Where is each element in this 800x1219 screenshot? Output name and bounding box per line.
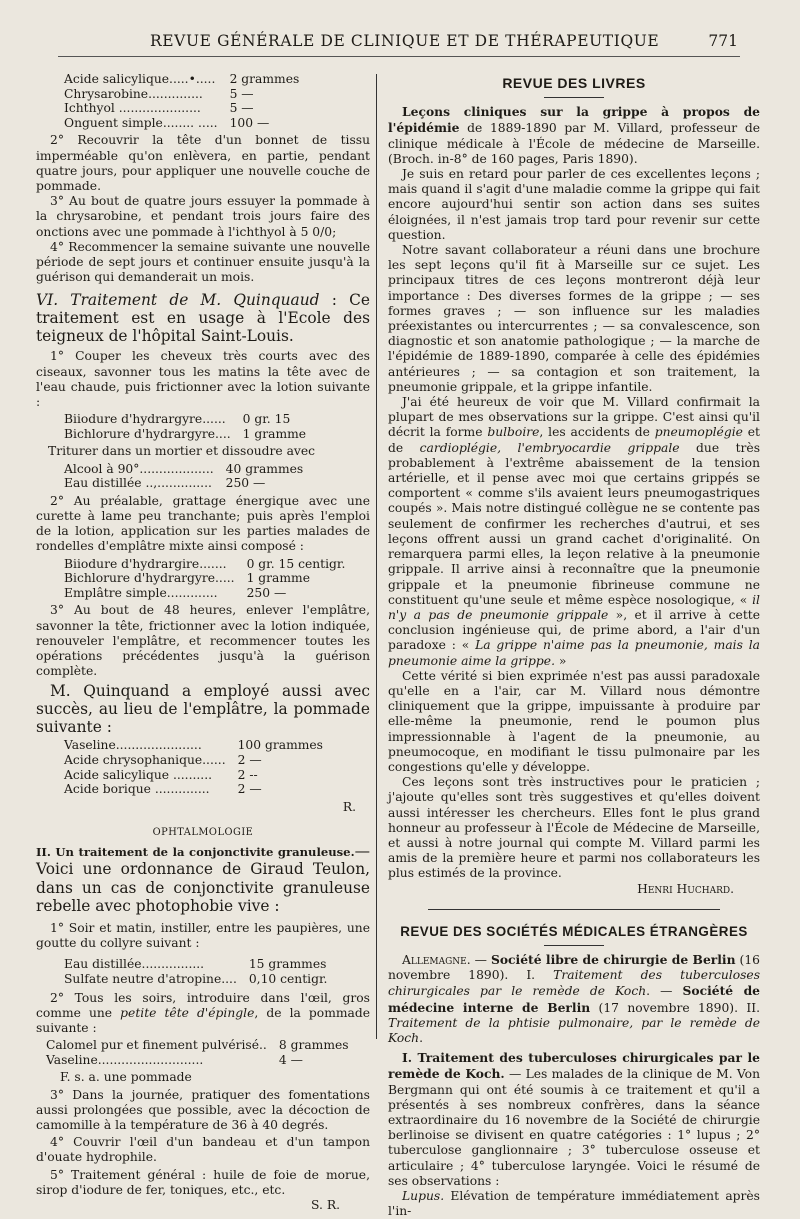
prescription-row [64,101,299,116]
ingredient-quantity: 8 grammes [278,1038,349,1053]
prescription-table [64,957,327,986]
prescription-row [64,957,327,972]
text-run-italic: bulboire [487,425,540,440]
page-number: 771 [708,32,738,50]
prescription-table [46,1038,349,1067]
section-ii-intro: —Voici une ordonnance de Giraud Teulon, dans un cas de conjonctivite granuleuse rebelle avec photophobie vive : [36,842,370,915]
section-vi-title: VI. Traitement de M. Quinquaud [36,291,320,310]
ingredient-quantity: 0,10 centigr. [248,972,328,986]
societes-intro [388,952,760,1046]
author-initial: R. [342,799,356,814]
paragraph: Notre savant collaborateur a réuni dans une brochure les sept leçons qu'il fit à Marseille sur ce sujet. Les principaux titres de ces leçons montreront déjà leur importance : Des diverses formes de la grippe ; — ses formes graves ; — son influence sur les maladies préexistantes ou intercurrentes ; — sa convalescence, son diagnostic et son anatomie pathologique ; — la marche de l'épidémie de 1889-1890, comparée à celle des épidémies antérieures ; — sa contagion et son traitement, la pneumonie grippale, et la grippe infantile. [388,243,760,394]
prescription-3 [64,462,370,491]
instruction-line: Triturer dans un mortier et dissoudre avec [48,444,316,459]
text-run-italic: petite tête d'épingle [120,1005,255,1020]
ingredient-name: Vaseline........................... [46,1052,204,1067]
ingredient-quantity: 5 — [229,86,254,101]
heading-rule [544,945,604,946]
prescription-row [64,116,299,131]
text-run: », et il arrive à cette conclusion ingénieuse qui, de prime abord, a l'air d'un paradoxe : « [388,607,760,653]
paragraph: 3° Dans la journée, pratiquer des fomentations aussi prolongées que possible, avec la décoction de camomille à la température de 36 à 40 degrés. [36,1087,370,1132]
text-run: due très probablement à l'extrême abaissement de la tension artérielle, et il pense avec moi que certains grippés se comportent « comme s'ils avaient leurs pneumogastriques coupés ». Mais notre distingué collègue ne se contente pas seulement de confirmer les recherches d'autrui, et ses leçons offrent aussi un grand cachet d'originalité. On remarquera parmi elles, la leçon relative à la pneumonie grippale. Il arrive ainsi à reconnaître que la pneumonie grippale et la pneumonie fibrineuse commune ne constituent qu'une seule et même espèce nosologique, « [388,440,761,607]
paragraph [36,991,370,1037]
header-rule [58,56,740,57]
prescription-row [64,753,323,768]
societes-heading: REVUE DES SOCIÉTÉS MÉDICALES ÉTRANGÈRES [400,923,748,939]
text-run-bold: Leçons cliniques sur la grippe à propos de l'épidémie [388,104,760,136]
text-run: (16 novembre 1890). I. [388,952,760,983]
text-run: 2° Tous les soirs, introduire dans l'œil, gros comme une [36,990,370,1020]
ingredient-quantity: 4 — [278,1052,303,1067]
prescription-row [64,972,327,987]
left-column [36,70,370,1213]
section-ii-heading [36,842,370,915]
prescription-row [64,412,306,427]
ingredient-name: Sulfate neutre d'atropine.... [64,972,237,986]
paragraph: 1° Couper les cheveux très courts avec des ciseaux, savonner tous les matins la tête avec de l'eau chaude, puis frictionner avec la lotion suivante : [36,349,370,410]
book-review-title [388,104,760,167]
ingredient-quantity: 2 — [237,782,262,797]
text-run-italic: La grippe n'aime pas la pneumonie, mais la pneumonie aime la grippe. [388,638,760,668]
paragraph: 2° Recouvrir la tête d'un bonnet de tissu imperméable qu'on enlèvera, en partie, pendant quatre jours, pour appliquer une nouvelle couche de pommade. [36,133,370,193]
text-run: . — [646,984,683,999]
prescription-table [64,412,306,441]
prescription-row [64,87,299,102]
ingredient-name: Calomel pur et finement pulvérisé.. [46,1038,267,1053]
text-run: de 1889-1890 par M. Villard, professeur de clinique médicale à l'École de médecine de Marseille. (Broch. in-8° de 160 pages, Paris 1890). [388,121,760,166]
ingredient-quantity: 40 grammes [225,461,304,476]
text-run: (17 novembre 1890). II. [590,1000,760,1015]
paragraph [388,1050,760,1189]
prescription-table [64,462,303,491]
paragraph: Je suis en retard pour parler de ces excellentes leçons ; mais quand il s'agit d'une maladie comme la grippe qui fait encore aujourd'hui sentir son action dans ses suites éloignées, il n'est jamais trop tard pour revenir sur cette question. [388,167,760,242]
prescription-row [46,1038,349,1053]
text-run-bold: I. Traitement des tuberculoses chirurgicales par le remède de Koch. [388,1050,760,1082]
paragraph [388,1189,760,1219]
prescription-table [64,738,323,796]
prescription-row [64,571,345,586]
text-run: — [470,952,491,967]
ingredient-quantity: 250 — [225,476,266,491]
ingredient-name: Bichlorure d'hydrargyre.... [64,426,231,441]
paragraph: 4° Couvrir l'œil d'un bandeau et d'un tampon d'ouate hydrophile. [36,1135,370,1165]
ingredient-name: Eau distillée................ [64,957,205,972]
text-run: — Les malades de la clinique de M. Von Bergmann qui ont été soumis à ce traitement et qu'il a présentés à ses nombreux confrères, dans la séance extraordinaire du 16 novembre de la Société de chirurgie berlinoise se divisent en quatre catégories : 1° lupus ; 2° tuberculose ganglionnaire ; 3° tuberculose osseuse et articulaire ; 4° tuberculose laryngée. Voici le résumé de ses observations : [388,1067,760,1188]
paragraph: 5° Traitement général : huile de foie de morue, sirop d'iodure de fer, toniques, etc., etc. [36,1167,370,1197]
text-run-italic: Traitement de la phtisie pulmonaire, par le remède de Koch [388,1015,760,1045]
text-run-italic: Traitement des tuberculoses chirurgicales par le remède de Koch [388,968,761,999]
text-run-smallcaps: Allemagne. [402,952,471,967]
paragraph: 3° Au bout de 48 heures, enlever l'emplâtre, savonner la tête, frictionner avec la lotion indiquée, renouveler l'emplâtre, et recommencer toutes les opérations précédentes jusqu'à la guérison complète. [36,603,370,679]
prescription-row [64,586,345,601]
instruction-line: F. s. a. une pommade [60,1070,192,1085]
prescription-row [64,782,323,797]
ingredient-name: Acide salicylique .......... [64,767,213,782]
prescription-table [64,557,345,601]
ingredient-quantity: 1 gramme [242,426,307,441]
paragraph: M. Quinquand a employé aussi avec succès, au lieu de l'emplâtre, la pommade suivante : [36,682,370,737]
ophtalmologie-heading: OPHTALMOLOGIE [152,826,254,838]
ingredient-name: Acide chrysophanique...... [64,753,226,767]
text-run: Elévation de température immédiatement après l'in- [388,1189,760,1219]
column-divider [376,74,377,1039]
ingredient-quantity: 2 -- [237,767,258,782]
paragraph: Ces leçons sont très instructives pour le praticien ; j'ajoute qu'elles sont très suggestives et qu'elles doivent aussi intéresser les chercheurs. Elles font le plus grand honneur au professeur à l'École de Médecine de Marseille, et aussi à notre journal qui compte M. Villard parmi les amis de la première heure et parmi nos collaborateurs les plus estimés de la province. [388,775,760,881]
ingredient-quantity: 0 gr. 15 centigr. [246,556,346,571]
prescription-row [64,738,323,753]
ingredient-name: Chrysarobine.............. [64,86,203,101]
prescription-row [64,427,306,442]
ingredient-quantity: 100 — [229,115,270,130]
heading-rule [544,97,604,98]
text-run-bold: Société libre de chirurgie de Berlin [490,951,736,967]
ingredient-quantity: 5 — [229,101,254,116]
ingredient-name: Vaseline...................... [64,738,202,753]
ingredient-name: Biiodure d'hydrargyre...... [64,412,226,427]
text-run: J'ai été heureux de voir que M. Villard confirmait la plupart de mes observations sur la grippe. C'est ainsi qu'il décrit la forme [388,395,760,440]
text-run-italic: Lupus. [402,1189,445,1204]
text-run: . [419,1030,423,1045]
ingredient-name: Bichlorure d'hydrargyre..... [64,571,235,586]
ingredient-name: Acide borique .............. [64,782,210,797]
ingredient-name: Onguent simple........ ..... [64,115,218,130]
ingredient-quantity: 2 — [237,753,262,767]
prescription-row [64,462,303,477]
ingredient-name: Alcool à 90°................... [64,461,214,476]
paragraph: Cette vérité si bien exprimée n'est pas aussi paradoxale qu'elle en a l'air, car M. Villard nous démontre cliniquement que la grippe, impuissante à produire par elle-même la pneumonie, rend le poumon plus impressionnable à l'agent de la pneumonie, au pneumocoque, en modifiant le tissu pulmonaire par les congestions qu'elle y développe. [388,668,760,774]
ingredient-name: Eau distillée ..,.............. [64,476,212,491]
section-ii-title: II. Un traitement de la conjonctivite granuleuse. [36,845,355,860]
text-run-italic: il n'y a pas de pneumonie grippale [388,592,760,622]
prescription-6 [64,957,370,986]
ingredient-name: Emplâtre simple............. [64,585,218,600]
prescription-1 [64,72,370,130]
prescription-table [64,72,299,130]
journal-title: REVUE GÉNÉRALE DE CLINIQUE ET DE THÉRAPEUTIQUE [150,32,660,50]
text-run: , de la pommade suivante : [36,1005,370,1035]
prescription-row [64,72,299,87]
section-vi-heading [36,291,370,345]
paragraph: 1° Soir et matin, instiller, entre les paupières, une goutte du collyre suivant : [36,921,370,951]
ingredient-quantity: 250 — [246,585,287,600]
author-initials: S. R. [311,1198,340,1213]
prescription-5 [64,738,370,796]
paragraph: 4° Recommencer la semaine suivante une nouvelle période de sept jours et continuer ensuite jusqu'à la guérison qui demanderait un mois. [36,239,370,285]
paragraph: 2° Au préalable, grattage énergique avec une curette à lame peu tranchante; puis après l'emploi de la lotion, application sur les parties malades de rondelles d'emplâtre mixte ainsi composé : [36,493,370,554]
running-header [0,28,800,54]
prescription-7 [46,1038,370,1067]
text-run: » [555,653,567,668]
ingredient-name: Biiodure d'hydrargire....... [64,556,227,571]
prescription-row [64,476,303,491]
ingredient-name: Ichthyol ..................... [64,101,201,116]
paragraph [388,395,760,669]
ingredient-quantity: 2 grammes [229,72,300,86]
prescription-row [64,557,345,572]
right-column [388,70,760,1219]
text-run-bold: Société de médecine interne de Berlin [388,983,760,1015]
section-separator [428,909,720,910]
ingredient-quantity: 1 gramme [246,571,310,586]
text-run: et de [388,425,760,455]
ingredient-quantity: 0 gr. 15 [242,412,291,427]
text-run: , les accidents de [539,425,655,440]
paragraph: 3° Au bout de quatre jours essuyer la pommade à la chrysarobine, et pendant trois jours faire des onctions avec une pommade à l'ichthyol à 5 0/0; [36,194,370,239]
prescription-2 [64,412,370,441]
prescription-row [64,768,323,783]
ingredient-name: Acide salicylique.....•..... [64,72,216,86]
prescription-row [46,1053,349,1068]
prescription-4 [64,557,370,601]
ingredient-quantity: 15 grammes [248,957,327,972]
section-vi-intro: : Ce traitement est en usage à l'Ecole des teigneux de l'hôpital Saint-Louis. [36,291,370,346]
review-signature: Henri Huchard. [637,881,734,896]
text-run-italic: cardioplégie, l'embryocardie grippale [419,440,680,455]
text-run-italic: pneumoplégie [654,425,743,440]
revue-des-livres-heading: REVUE DES LIVRES [502,75,646,91]
ingredient-quantity: 100 grammes [237,738,323,753]
